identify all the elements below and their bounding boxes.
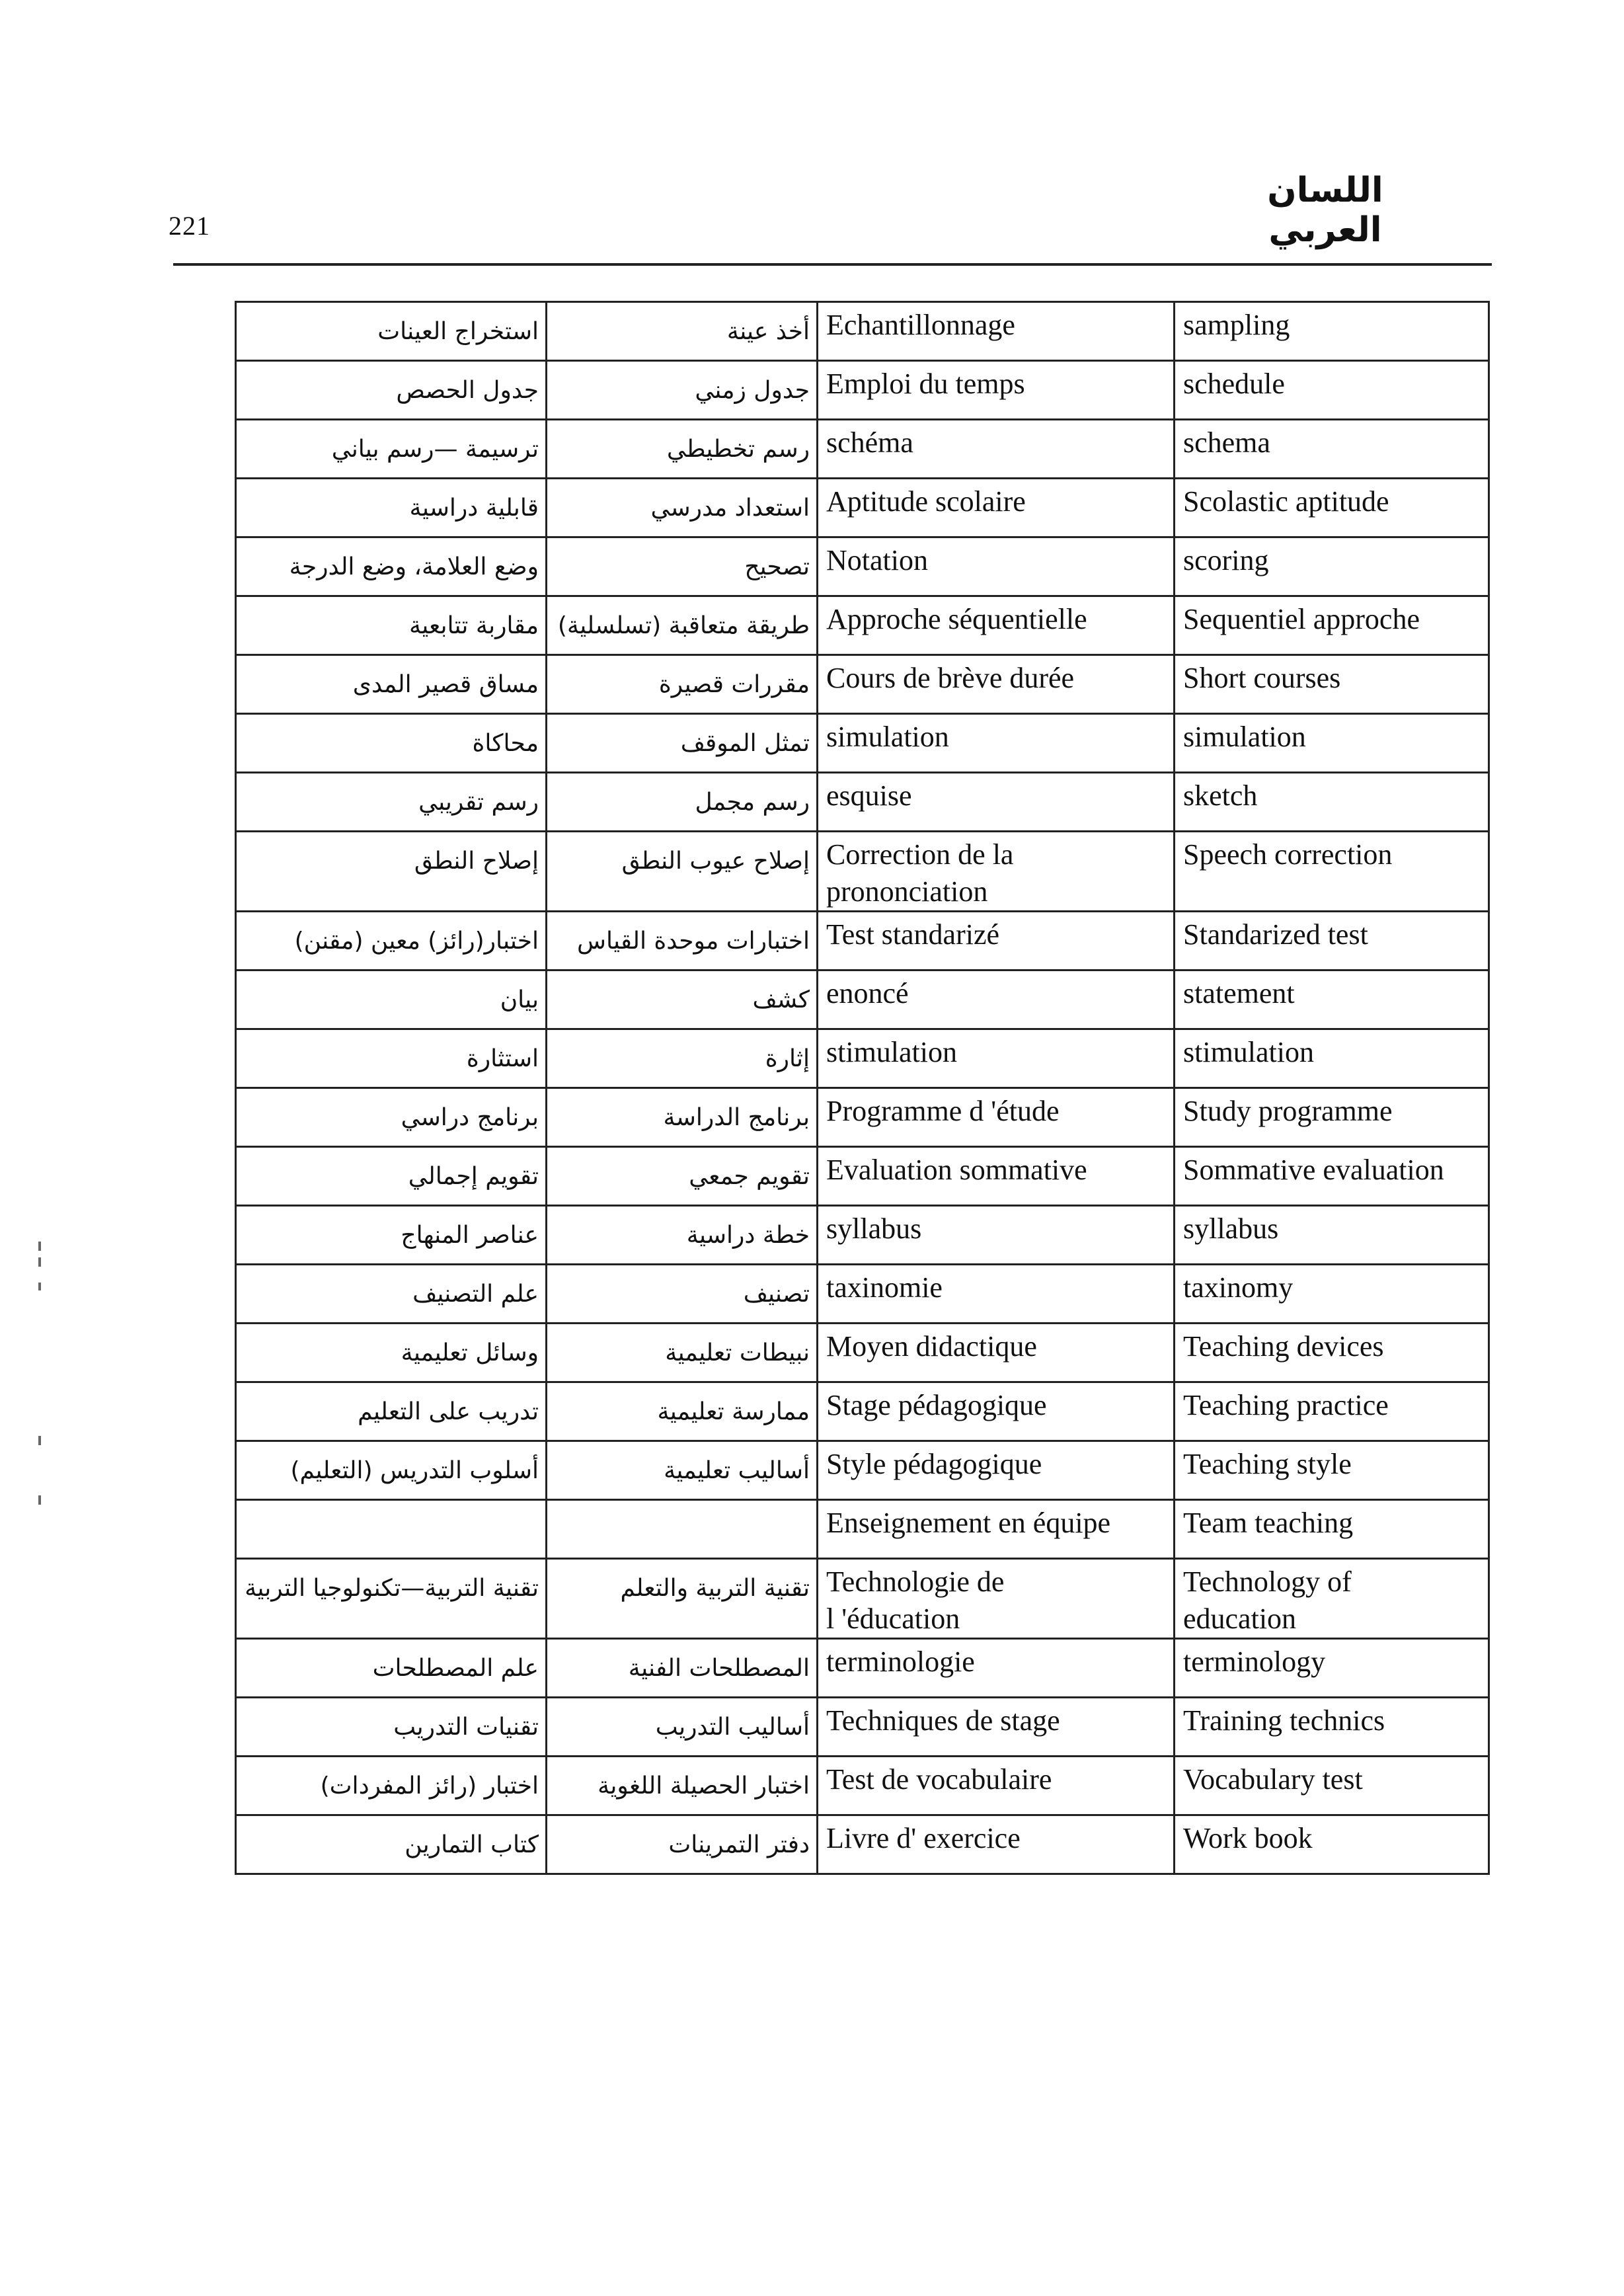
arabic-term-1 [547, 1441, 818, 1500]
english-term-text: Study programme [1183, 1095, 1393, 1127]
arabic-term-1-text: تصحيح [744, 553, 810, 580]
arabic-term-1-text: المصطلحات الفنية [628, 1655, 810, 1682]
french-term [818, 1324, 1175, 1382]
arabic-term-1-text: تصنيف [743, 1281, 810, 1308]
arabic-term-1 [547, 832, 818, 912]
french-term-text: Enseignement en équipe [826, 1507, 1111, 1539]
arabic-term-2 [236, 832, 547, 912]
glossary-row [236, 1559, 1489, 1639]
french-term-text: Stage pédagogique [826, 1389, 1047, 1421]
glossary-row [236, 1698, 1489, 1757]
english-term-text: taxinomy [1183, 1271, 1294, 1304]
glossary-row [236, 537, 1489, 596]
arabic-term-1 [547, 1265, 818, 1324]
arabic-term-1 [547, 655, 818, 714]
arabic-term-2 [236, 1206, 547, 1265]
margin-mark [38, 1283, 41, 1290]
arabic-term-1 [547, 302, 818, 361]
english-term-text: Training technics [1183, 1704, 1385, 1737]
french-term-text: Test de vocabulaire [826, 1763, 1052, 1796]
english-term-text: Sequentiel approche [1183, 603, 1420, 635]
english-term-text: Standarized test [1183, 918, 1368, 951]
arabic-term-2-text: مساق قصير المدى [352, 671, 539, 698]
margin-mark [38, 1436, 41, 1445]
arabic-term-1 [547, 1757, 818, 1815]
arabic-term-1-text: اختبار الحصيلة اللغوية [598, 1772, 810, 1800]
english-term-text: Teaching practice [1183, 1389, 1389, 1421]
arabic-term-2-text: كتاب التمارين [405, 1831, 539, 1858]
french-term [818, 1757, 1175, 1815]
glossary-row [236, 479, 1489, 537]
french-term-text: Moyen didactique [826, 1330, 1037, 1363]
arabic-term-2-text: رسم تقريبي [418, 789, 539, 816]
arabic-term-2 [236, 912, 547, 970]
english-term [1175, 1757, 1489, 1815]
english-term [1175, 1382, 1489, 1441]
arabic-term-2-text: ترسيمة —رسم بياني [331, 436, 539, 463]
arabic-term-2 [236, 1757, 547, 1815]
glossary-table [235, 301, 1490, 1875]
arabic-term-1 [547, 1147, 818, 1206]
english-term [1175, 361, 1489, 420]
french-term [818, 1559, 1175, 1639]
arabic-term-1 [547, 1559, 818, 1639]
arabic-term-1-text: برنامج الدراسة [663, 1104, 810, 1131]
french-term-text-line2: prononciation [826, 875, 988, 908]
arabic-term-1 [547, 1029, 818, 1088]
arabic-term-2-text: وضع العلامة، وضع الدرجة [289, 553, 539, 580]
arabic-term-2 [236, 1324, 547, 1382]
arabic-term-2 [236, 1147, 547, 1206]
english-term [1175, 1639, 1489, 1698]
french-term [818, 361, 1175, 420]
english-term [1175, 1088, 1489, 1147]
arabic-term-1 [547, 361, 818, 420]
arabic-term-1-text: تقويم جمعي [689, 1163, 810, 1190]
french-term-text: taxinomie [826, 1271, 943, 1304]
french-term-text: esquise [826, 779, 912, 812]
english-term-text: simulation [1183, 721, 1306, 753]
arabic-term-1-text: اختبارات موحدة القياس [577, 928, 810, 955]
glossary-row [236, 420, 1489, 479]
french-term [818, 596, 1175, 655]
french-term [818, 1441, 1175, 1500]
arabic-term-2 [236, 970, 547, 1029]
glossary-row [236, 1265, 1489, 1324]
arabic-term-2 [236, 596, 547, 655]
arabic-term-1-text: تقنية التربية والتعلم [620, 1575, 810, 1602]
arabic-term-2 [236, 773, 547, 832]
glossary-row [236, 361, 1489, 420]
french-term-text: Style pédagogique [826, 1448, 1042, 1480]
french-term [818, 1206, 1175, 1265]
english-term-text: sampling [1183, 309, 1290, 341]
english-term-text: Technology of [1183, 1565, 1352, 1598]
arabic-term-1 [547, 912, 818, 970]
french-term [818, 655, 1175, 714]
french-term-text: syllabus [826, 1212, 922, 1245]
french-term [818, 1029, 1175, 1088]
french-term-text: Echantillonnage [826, 309, 1015, 341]
glossary-row [236, 1815, 1489, 1874]
english-term [1175, 832, 1489, 912]
english-term [1175, 302, 1489, 361]
arabic-term-2 [236, 1500, 547, 1559]
glossary-row [236, 912, 1489, 970]
glossary-row [236, 1757, 1489, 1815]
arabic-term-1 [547, 1815, 818, 1874]
english-term-text: stimulation [1183, 1036, 1314, 1068]
arabic-term-1-text: مقررات قصيرة [658, 671, 810, 698]
english-term-text: Vocabulary test [1183, 1763, 1363, 1796]
arabic-term-2 [236, 1698, 547, 1757]
arabic-term-1 [547, 1206, 818, 1265]
arabic-term-1 [547, 1088, 818, 1147]
french-term [818, 1698, 1175, 1757]
glossary-row [236, 1147, 1489, 1206]
english-term-text: schedule [1183, 368, 1285, 400]
french-term-text: enoncé [826, 977, 909, 1009]
arabic-term-2-text: اختبار (رائز المفردات) [320, 1772, 539, 1800]
french-term-text: Approche séquentielle [826, 603, 1087, 635]
glossary-row [236, 1500, 1489, 1559]
glossary-row [236, 714, 1489, 773]
english-term [1175, 773, 1489, 832]
english-term [1175, 420, 1489, 479]
english-term [1175, 537, 1489, 596]
french-term [818, 1815, 1175, 1874]
arabic-term-2-text: تدريب على التعليم [358, 1398, 539, 1425]
arabic-term-2 [236, 479, 547, 537]
english-term [1175, 1815, 1489, 1874]
arabic-term-1-text: نبيطات تعليمية [665, 1339, 810, 1366]
arabic-term-1 [547, 714, 818, 773]
arabic-term-1-text: استعداد مدرسي [650, 495, 810, 522]
french-term-text: terminologie [826, 1645, 975, 1678]
margin-mark [38, 1495, 41, 1505]
arabic-term-2-text: تقنية التربية—تكنولوجيا التربية [245, 1575, 539, 1602]
glossary-row [236, 1088, 1489, 1147]
arabic-term-1-text: أساليب التدريب [655, 1714, 810, 1741]
french-term [818, 479, 1175, 537]
arabic-term-2 [236, 1441, 547, 1500]
french-term [818, 1500, 1175, 1559]
glossary-row [236, 1639, 1489, 1698]
glossary-row [236, 1206, 1489, 1265]
english-term [1175, 1559, 1489, 1639]
arabic-term-1-text: أساليب تعليمية [664, 1457, 810, 1484]
glossary-row [236, 302, 1489, 361]
arabic-term-1 [547, 1698, 818, 1757]
arabic-term-2-text: محاكاة [472, 730, 539, 757]
french-term-text: Cours de brève durée [826, 662, 1075, 694]
arabic-term-1 [547, 420, 818, 479]
arabic-term-1-text: إثارة [765, 1045, 810, 1072]
arabic-term-2 [236, 537, 547, 596]
french-term-text: Correction de la [826, 838, 1014, 871]
arabic-term-1-text: رسم تخطيطي [666, 436, 810, 463]
arabic-term-2 [236, 1382, 547, 1441]
arabic-term-1 [547, 1639, 818, 1698]
arabic-term-2-text: أسلوب التدريس (التعليم) [290, 1457, 539, 1484]
french-term-text: Technologie de [826, 1565, 1005, 1598]
arabic-term-2-text: جدول الحصص [396, 377, 539, 404]
arabic-term-1 [547, 596, 818, 655]
glossary-body [236, 302, 1489, 1874]
glossary-row [236, 970, 1489, 1029]
arabic-term-2-text: تقنيات التدريب [393, 1714, 539, 1741]
french-term [818, 1639, 1175, 1698]
english-term-text-line2: education [1183, 1603, 1297, 1635]
french-term-text: schéma [826, 426, 913, 459]
glossary-row [236, 1382, 1489, 1441]
french-term-text: Notation [826, 544, 928, 576]
english-term [1175, 1206, 1489, 1265]
arabic-term-2-text: استخراج العينات [377, 318, 539, 345]
english-term-text: Team teaching [1183, 1507, 1354, 1539]
arabic-term-2-text: قابلية دراسية [409, 495, 539, 522]
arabic-term-1-text: طريقة متعاقبة (تسلسلية) [557, 612, 810, 639]
arabic-term-2 [236, 1639, 547, 1698]
french-term-text: Livre d' exercice [826, 1822, 1021, 1854]
arabic-term-1 [547, 1382, 818, 1441]
french-term [818, 1147, 1175, 1206]
english-term-text: sketch [1183, 779, 1258, 812]
glossary-row [236, 596, 1489, 655]
french-term-text: Test standarizé [826, 918, 1000, 951]
english-term-text: statement [1183, 977, 1295, 1009]
page-number: 221 [169, 211, 210, 241]
french-term-text: Emploi du temps [826, 368, 1025, 400]
arabic-term-1 [547, 1324, 818, 1382]
french-term-text-line2: l 'éducation [826, 1603, 960, 1635]
english-term [1175, 596, 1489, 655]
arabic-term-2 [236, 1265, 547, 1324]
margin-mark [38, 1242, 41, 1251]
french-term-text: Aptitude scolaire [826, 485, 1026, 518]
arabic-term-1-text: رسم مجمل [695, 789, 810, 816]
english-term-text: Sommative evaluation [1183, 1154, 1444, 1186]
french-term [818, 1088, 1175, 1147]
arabic-term-1-text: ممارسة تعليمية [657, 1398, 810, 1425]
arabic-term-2-text: استثارة [466, 1045, 539, 1072]
english-term-text: Short courses [1183, 662, 1341, 694]
english-term [1175, 655, 1489, 714]
french-term [818, 1382, 1175, 1441]
arabic-term-2-text: عناصر المنهاج [401, 1222, 539, 1249]
english-term [1175, 1147, 1489, 1206]
french-term [818, 1265, 1175, 1324]
french-term [818, 912, 1175, 970]
english-term-text: syllabus [1183, 1212, 1279, 1245]
arabic-term-1 [547, 970, 818, 1029]
english-term-text: Work book [1183, 1822, 1313, 1854]
english-term-text: schema [1183, 426, 1270, 459]
glossary-row [236, 1029, 1489, 1088]
glossary-row [236, 1441, 1489, 1500]
french-term [818, 970, 1175, 1029]
arabic-term-2 [236, 1029, 547, 1088]
french-term-text: simulation [826, 721, 949, 753]
arabic-term-2-text: بيان [500, 986, 539, 1013]
margin-mark [38, 1257, 41, 1267]
french-term-text: stimulation [826, 1036, 957, 1068]
french-term [818, 302, 1175, 361]
arabic-term-2 [236, 420, 547, 479]
english-term-text: Speech correction [1183, 838, 1393, 871]
arabic-term-2-text: وسائل تعليمية [401, 1339, 539, 1366]
arabic-term-1-text: أخذ عينة [726, 318, 810, 345]
english-term [1175, 1029, 1489, 1088]
arabic-term-1-text: تمثل الموقف [680, 730, 810, 757]
arabic-term-2 [236, 714, 547, 773]
journal-logo: اللسان العربي [1267, 171, 1383, 250]
arabic-term-2 [236, 1559, 547, 1639]
glossary-row [236, 773, 1489, 832]
arabic-term-2-text: برنامج دراسي [401, 1104, 539, 1131]
english-term [1175, 1265, 1489, 1324]
arabic-term-1 [547, 773, 818, 832]
french-term-text: Evaluation sommative [826, 1154, 1087, 1186]
arabic-term-2-text: تقويم إجمالي [408, 1163, 539, 1190]
arabic-term-2-text: مقاربة تتابعية [408, 612, 539, 639]
arabic-term-2 [236, 655, 547, 714]
english-term [1175, 970, 1489, 1029]
arabic-term-2 [236, 302, 547, 361]
arabic-term-2 [236, 1088, 547, 1147]
french-term [818, 832, 1175, 912]
glossary-row [236, 832, 1489, 912]
english-term-text: scoring [1183, 544, 1269, 576]
glossary-row [236, 1324, 1489, 1382]
arabic-term-1-text: إصلاح عيوب النطق [621, 848, 810, 875]
english-term-text: Teaching devices [1183, 1330, 1384, 1363]
arabic-term-2-text: علم المصطلحات [372, 1655, 539, 1682]
french-term [818, 773, 1175, 832]
french-term-text: Programme d 'étude [826, 1095, 1060, 1127]
arabic-term-1-text: كشف [752, 986, 810, 1013]
arabic-term-2 [236, 361, 547, 420]
english-term [1175, 479, 1489, 537]
french-term [818, 714, 1175, 773]
english-term [1175, 1500, 1489, 1559]
english-term-text: terminology [1183, 1645, 1326, 1678]
english-term [1175, 1324, 1489, 1382]
arabic-term-2-text: إصلاح النطق [414, 848, 539, 875]
english-term [1175, 912, 1489, 970]
english-term [1175, 1441, 1489, 1500]
arabic-term-2-text: اختبار(رائز) معين (مقنن) [294, 928, 539, 955]
arabic-term-1-text: خطة دراسية [686, 1222, 810, 1249]
french-term [818, 537, 1175, 596]
glossary-row [236, 655, 1489, 714]
arabic-term-1 [547, 479, 818, 537]
arabic-term-1 [547, 1500, 818, 1559]
french-term-text: Techniques de stage [826, 1704, 1060, 1737]
english-term-text: Scolastic aptitude [1183, 485, 1389, 518]
french-term [818, 420, 1175, 479]
header-rule [173, 263, 1492, 266]
arabic-term-1 [547, 537, 818, 596]
english-term [1175, 714, 1489, 773]
english-term-text: Teaching style [1183, 1448, 1352, 1480]
arabic-term-1-text: دفتر التمرينات [668, 1831, 810, 1858]
arabic-term-1-text: جدول زمني [695, 377, 810, 404]
english-term [1175, 1698, 1489, 1757]
arabic-term-2 [236, 1815, 547, 1874]
arabic-term-2-text: علم التصنيف [412, 1281, 539, 1308]
